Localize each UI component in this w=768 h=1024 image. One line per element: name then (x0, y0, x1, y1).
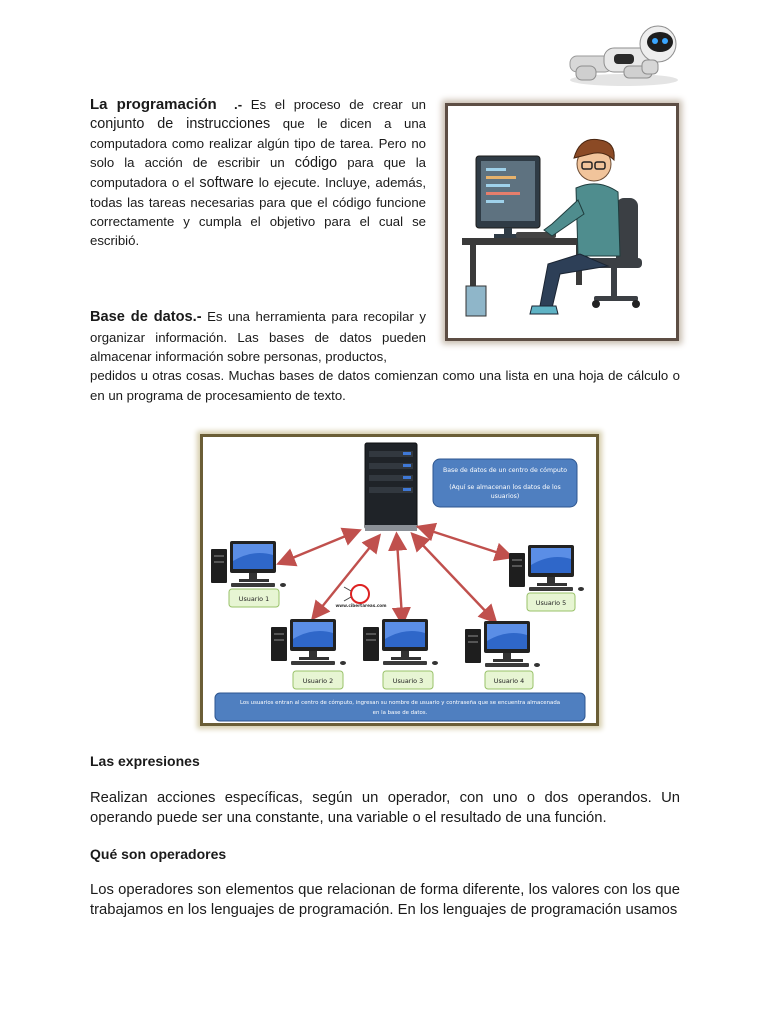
database-paragraph (90, 307, 426, 367)
arrow-user-5 (425, 529, 505, 555)
svg-text:Usuario 5: Usuario 5 (535, 599, 567, 607)
intro-lead: La programación (90, 96, 217, 113)
user-2-label (293, 671, 343, 689)
diagram-footer-line-1: Los usuarios entran al centro de cómputo, ingresan su nombre de usuario y contraseña que se encuentra almacenada (239, 700, 561, 706)
operadores-body: Los operadores son elementos que relacionan de forma diferente, los valores con los que trabajamos en los lenguajes de programación. En los lenguajes de programación usamos (90, 882, 680, 918)
intro-text-4: lo ejecute. Incluye, además, todas las tareas necesarias para que el código funcione correctamente y cumpla el objetivo para el cual se escribió. (90, 175, 426, 248)
arrow-user-4 (417, 539, 491, 617)
computer-user-2-icon (271, 619, 346, 665)
intro-sep: .- (234, 97, 243, 112)
intro-highlight-codigo: código (294, 155, 338, 171)
svg-text:Usuario 1: Usuario 1 (238, 595, 270, 603)
watermark-text: www.cibertareas.com (335, 603, 387, 608)
programmer-illustration (445, 103, 679, 341)
diagram-footer-box (215, 693, 585, 721)
server-box-line-2: (Aquí se almacenan los datos de los (449, 484, 561, 491)
intro-text-1: Es el proceso de crear un (242, 97, 427, 112)
server-box-line-1: Base de datos de un centro de cómputo (442, 467, 568, 474)
expresiones-body: Realizan acciones específicas, según un operador, con uno o dos operandos. Un operando puede ser una constante, una variable o el resultado de una función. (90, 790, 680, 826)
intro-highlight-instrucciones: conjunto de instrucciones (90, 116, 271, 132)
user-4-label (485, 671, 533, 689)
operadores-heading: Qué son operadores (90, 846, 227, 862)
intro-paragraph (90, 95, 426, 250)
computer-user-4-icon (465, 621, 540, 667)
user-5-label (527, 593, 575, 611)
cibertareas-logo-icon (351, 585, 369, 603)
computer-user-1-icon (211, 541, 286, 587)
server-box-line-3: usuarios) (490, 493, 520, 500)
computer-user-3-icon (363, 619, 438, 665)
database-lead: Base de datos.- (90, 309, 202, 325)
svg-text:Usuario 3: Usuario 3 (392, 677, 424, 685)
robot-logo-image (564, 22, 682, 88)
intro-highlight-software: software (199, 175, 254, 191)
network-diagram-drawing (203, 437, 596, 723)
intro-text-2: que le dicen a una computadora como realizar algún tipo de tarea. Pero no solo la acción de escribir un (90, 116, 426, 170)
server-icon (365, 443, 417, 531)
intro-text-3: para que la computadora o el (90, 155, 426, 190)
arrow-user-3 (397, 541, 402, 617)
computer-user-5-icon (509, 545, 584, 591)
arrow-user-1 (285, 533, 353, 561)
user-1-label (229, 589, 279, 607)
database-paragraph-continued: pedidos u otras cosas. Muchas bases de datos comienzan como una lista en una hoja de cálculo o en un programa de procesamiento de texto. (90, 368, 680, 403)
network-diagram (200, 434, 599, 726)
svg-text:Usuario 2: Usuario 2 (302, 677, 334, 685)
diagram-footer-line-2: en la base de datos. (372, 710, 428, 716)
expresiones-heading: Las expresiones (90, 753, 200, 769)
programmer-drawing (448, 106, 676, 338)
database-text-1: Es una herramienta para recopilar y organizar información. Las bases de datos pueden almacenar información sobre personas, productos, (90, 309, 426, 364)
svg-text:Usuario 4: Usuario 4 (493, 677, 525, 685)
user-3-label (383, 671, 433, 689)
